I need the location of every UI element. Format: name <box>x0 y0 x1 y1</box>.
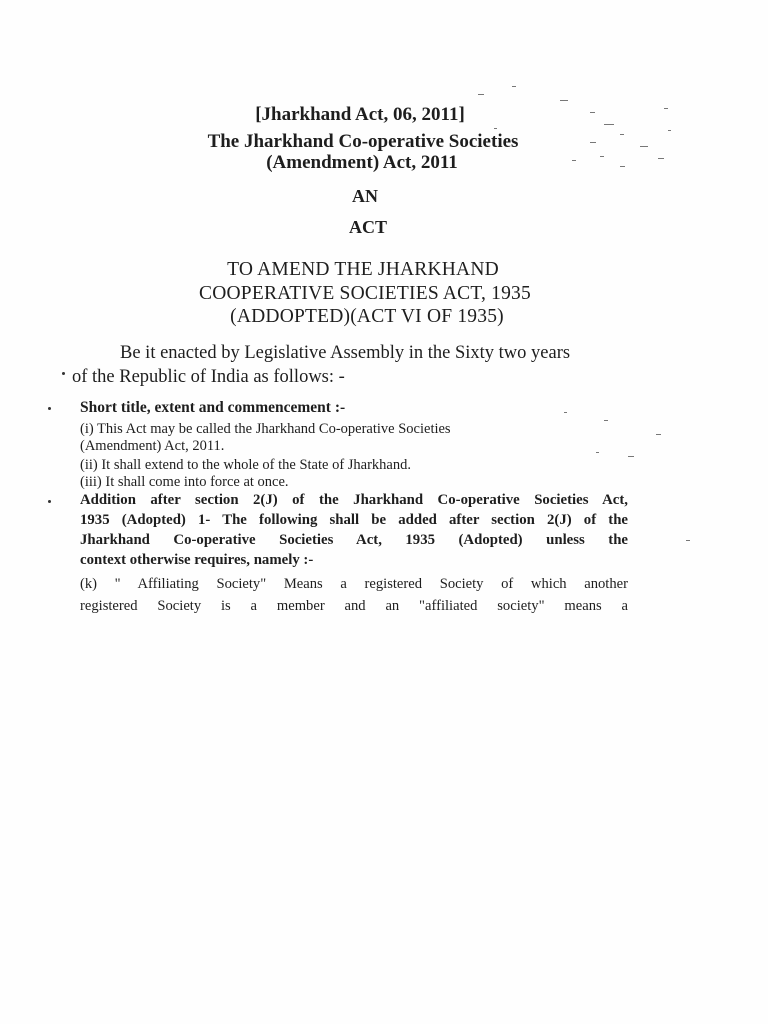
section-heading: Short title, extent and commencement :- <box>80 399 346 416</box>
enacting-clause-line: Be it enacted by Legislative Assembly in the Sixty two years <box>120 343 571 363</box>
act-title: The Jharkhand Co-operative Societies <box>207 131 519 152</box>
act-citation: [Jharkhand Act, 06, 2011] <box>255 104 465 125</box>
paragraph-line: 1935 (Adopted) 1- The following shall be added after section 2(J) of the <box>80 512 628 528</box>
definition-paragraph <box>80 573 628 617</box>
definition-line: (k) " Affiliating Society" Means a registered Society of which another <box>80 576 628 592</box>
long-title-line: COOPERATIVE SOCIETIES ACT, 1935 <box>199 283 531 304</box>
long-title-line: TO AMEND THE JHARKHAND <box>227 259 499 280</box>
section-2-paragraph <box>80 490 628 570</box>
clause-text: (Amendment) Act, 2011. <box>80 438 225 454</box>
margin-dot <box>62 372 65 375</box>
clause-text: (ii) It shall extend to the whole of the State of Jharkhand. <box>80 457 411 473</box>
clause-text: (i) This Act may be called the Jharkhand Co-operative Societies <box>80 421 451 437</box>
paragraph-line: Jharkhand Co-operative Societies Act, 1935 (Adopted) unless the <box>80 532 628 548</box>
margin-dot <box>48 500 51 503</box>
heading-act: ACT <box>348 217 387 237</box>
act-amendment-title: (Amendment) Act, 2011 <box>266 152 458 173</box>
margin-dot <box>48 407 51 410</box>
enacting-clause-line: of the Republic of India as follows: - <box>72 367 345 387</box>
long-title-line: (ADDOPTED)(ACT VI OF 1935) <box>230 306 504 327</box>
paragraph-line: context otherwise requires, namely :- <box>80 552 314 568</box>
definition-line: registered Society is a member and an "affiliated society" means a <box>80 598 628 614</box>
heading-an: AN <box>352 186 378 206</box>
clause-text: (iii) It shall come into force at once. <box>80 474 289 490</box>
paragraph-line: Addition after section 2(J) of the Jharkhand Co-operative Societies Act, <box>80 492 628 508</box>
